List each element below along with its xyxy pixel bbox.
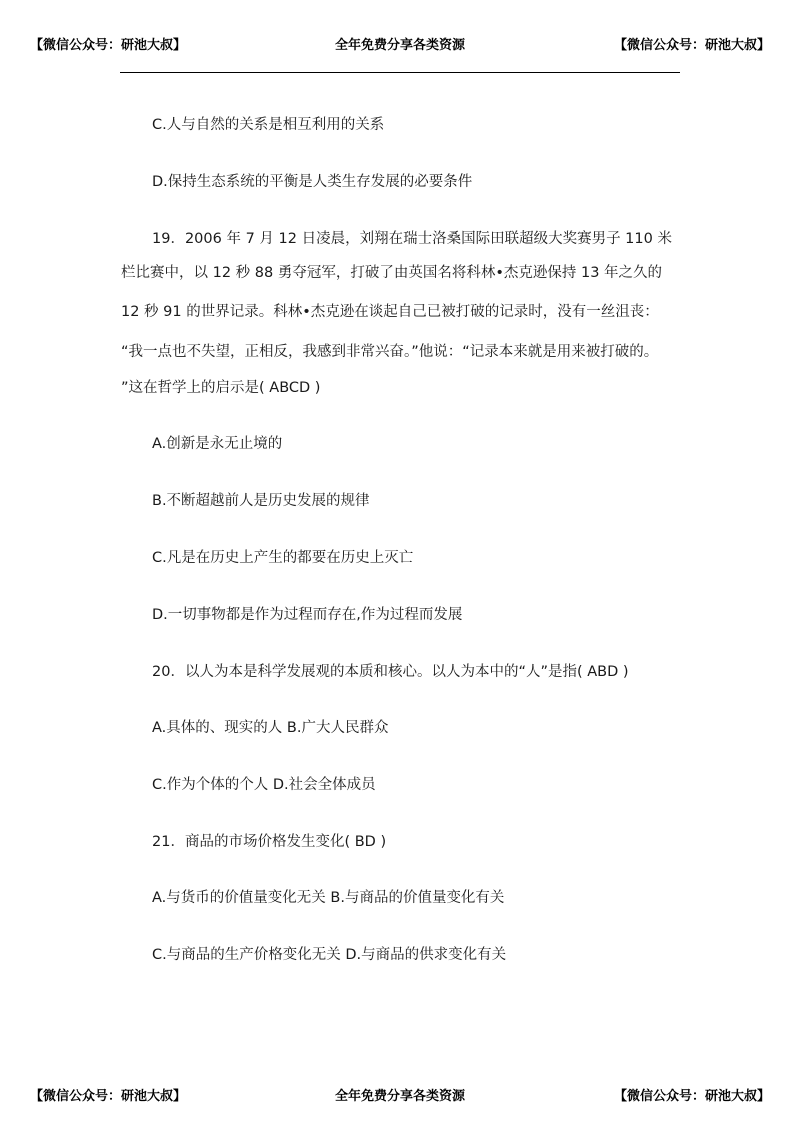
q19-option-d: D.一切事物都是作为过程而存在,作为过程而发展 xyxy=(152,607,463,623)
q19-line-1: 19．2006 年 7 月 12 日凌晨，刘翔在瑞士洛桑国际田联超级大奖赛男子 110 米 xyxy=(152,231,672,247)
footer-center-text: 全年免费分享各类资源 xyxy=(334,1089,465,1104)
q20-options-cd: C.作为个体的个人 D.社会全体成员 xyxy=(152,777,376,793)
q18-option-c: C.人与自然的关系是相互利用的关系 xyxy=(152,117,385,133)
q19-line-4: “我一点也不失望，正相反，我感到非常兴奋。”他说：“记录本来就是用来被打破的。 xyxy=(121,344,659,360)
q19-line-5: ”这在哲学上的启示是( ABCD ) xyxy=(121,380,321,396)
q21-options-ab: A.与货币的价值量变化无关 B.与商品的价值量变化有关 xyxy=(152,890,505,906)
q19-line-3: 12 秒 91 的世界记录。科林•杰克逊在谈起自己已被打破的记录时，没有一丝沮丧： xyxy=(121,304,659,320)
q20-stem: 20．以人为本是科学发展观的本质和核心。以人为本中的“人”是指( ABD ) xyxy=(152,664,629,680)
q19-option-c: C.凡是在历史上产生的都要在历史上灭亡 xyxy=(152,550,414,566)
q21-stem: 21．商品的市场价格发生变化( BD ) xyxy=(152,834,387,850)
header-center-text: 全年免费分享各类资源 xyxy=(334,38,465,53)
q20-options-ab: A.具体的、现实的人 B.广大人民群众 xyxy=(152,720,389,736)
header-left-text: 【微信公众号：研池大叔】 xyxy=(30,38,187,53)
q19-option-b: B.不断超越前人是历史发展的规律 xyxy=(152,493,370,509)
footer-right-text: 【微信公众号：研池大叔】 xyxy=(613,1089,770,1104)
footer-left-text: 【微信公众号：研池大叔】 xyxy=(30,1089,187,1104)
q19-line-2: 栏比赛中，以 12 秒 88 勇夺冠军，打破了由英国名将科林•杰克逊保持 13 年之久的 xyxy=(121,265,663,281)
q18-option-d: D.保持生态系统的平衡是人类生存发展的必要条件 xyxy=(152,174,473,190)
q21-options-cd: C.与商品的生产价格变化无关 D.与商品的供求变化有关 xyxy=(152,947,507,963)
q19-option-a: A.创新是永无止境的 xyxy=(152,436,283,452)
header-right-text: 【微信公众号：研池大叔】 xyxy=(613,38,770,53)
header-divider xyxy=(120,72,680,73)
